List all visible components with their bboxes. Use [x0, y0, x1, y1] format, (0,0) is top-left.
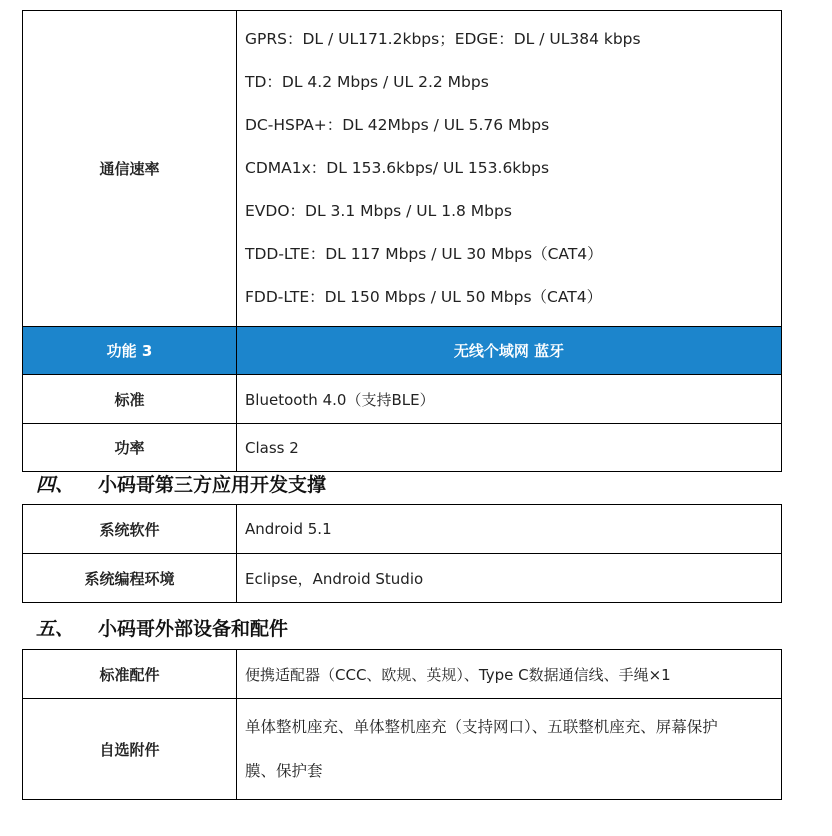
- power-label: 功率: [23, 424, 237, 472]
- speed-fdd-lte: FDD-LTE：DL 150 Mbps / UL 50 Mbps（CAT4）: [245, 288, 603, 306]
- optional-line-1: 单体整机座充、单体整机座充（支持网口）、五联整机座充、屏幕保护: [245, 718, 718, 736]
- speed-td: TD：DL 4.2 Mbps / UL 2.2 Mbps: [245, 73, 489, 91]
- speed-dc-hspa: DC-HSPA+：DL 42Mbps / UL 5.76 Mbps: [245, 116, 550, 134]
- row-optional-accessories: [23, 699, 782, 800]
- section4-title: 小码哥第三方应用开发支撑: [98, 474, 327, 496]
- section4-heading: [36, 470, 326, 497]
- speed-label: 通信速率: [23, 11, 237, 327]
- row-standard: [23, 375, 782, 424]
- speed-tdd-lte: TDD-LTE：DL 117 Mbps / UL 30 Mbps（CAT4）: [245, 245, 603, 263]
- section5-heading: [36, 614, 288, 641]
- power-value: Class 2: [237, 424, 782, 472]
- row-programming-env: [23, 554, 782, 603]
- row-standard-accessories: [23, 650, 782, 699]
- programming-env-label: 系统编程环境: [23, 554, 237, 603]
- optional-line-2: 膜、保护套: [245, 762, 323, 780]
- speed-gprs: GPRS：DL / UL171.2kbps；EDGE：DL / UL384 kbps: [245, 30, 641, 48]
- programming-env-value: Eclipse，Android Studio: [237, 554, 782, 603]
- standard-accessories-value: 便携适配器（CCC、欧规、英规）、Type C数据通信线、手绳×1: [237, 650, 782, 699]
- row-system-software: [23, 505, 782, 554]
- standard-accessories-label: 标准配件: [23, 650, 237, 699]
- row-power: [23, 424, 782, 472]
- row-speed: [23, 11, 782, 327]
- system-software-value: Android 5.1: [237, 505, 782, 554]
- section5-title: 小码哥外部设备和配件: [98, 618, 289, 640]
- speed-values: [237, 11, 782, 327]
- spec-table-development: [22, 504, 782, 603]
- speed-cdma: CDMA1x：DL 153.6kbps/ UL 153.6kbps: [245, 159, 550, 177]
- standard-value: Bluetooth 4.0（支持BLE）: [237, 375, 782, 424]
- row-function3: [23, 327, 782, 375]
- standard-label: 标准: [23, 375, 237, 424]
- spec-table-communication: [22, 10, 782, 472]
- speed-evdo: EVDO：DL 3.1 Mbps / UL 1.8 Mbps: [245, 202, 512, 220]
- function3-label: 功能 3: [23, 327, 237, 375]
- section4-number: 四、: [36, 474, 75, 496]
- function3-value: 无线个域网 蓝牙: [237, 327, 782, 375]
- section5-number: 五、: [36, 618, 75, 640]
- system-software-label: 系统软件: [23, 505, 237, 554]
- spec-table-accessories: [22, 649, 782, 800]
- optional-accessories-value: [237, 699, 782, 800]
- optional-accessories-label: 自选附件: [23, 699, 237, 800]
